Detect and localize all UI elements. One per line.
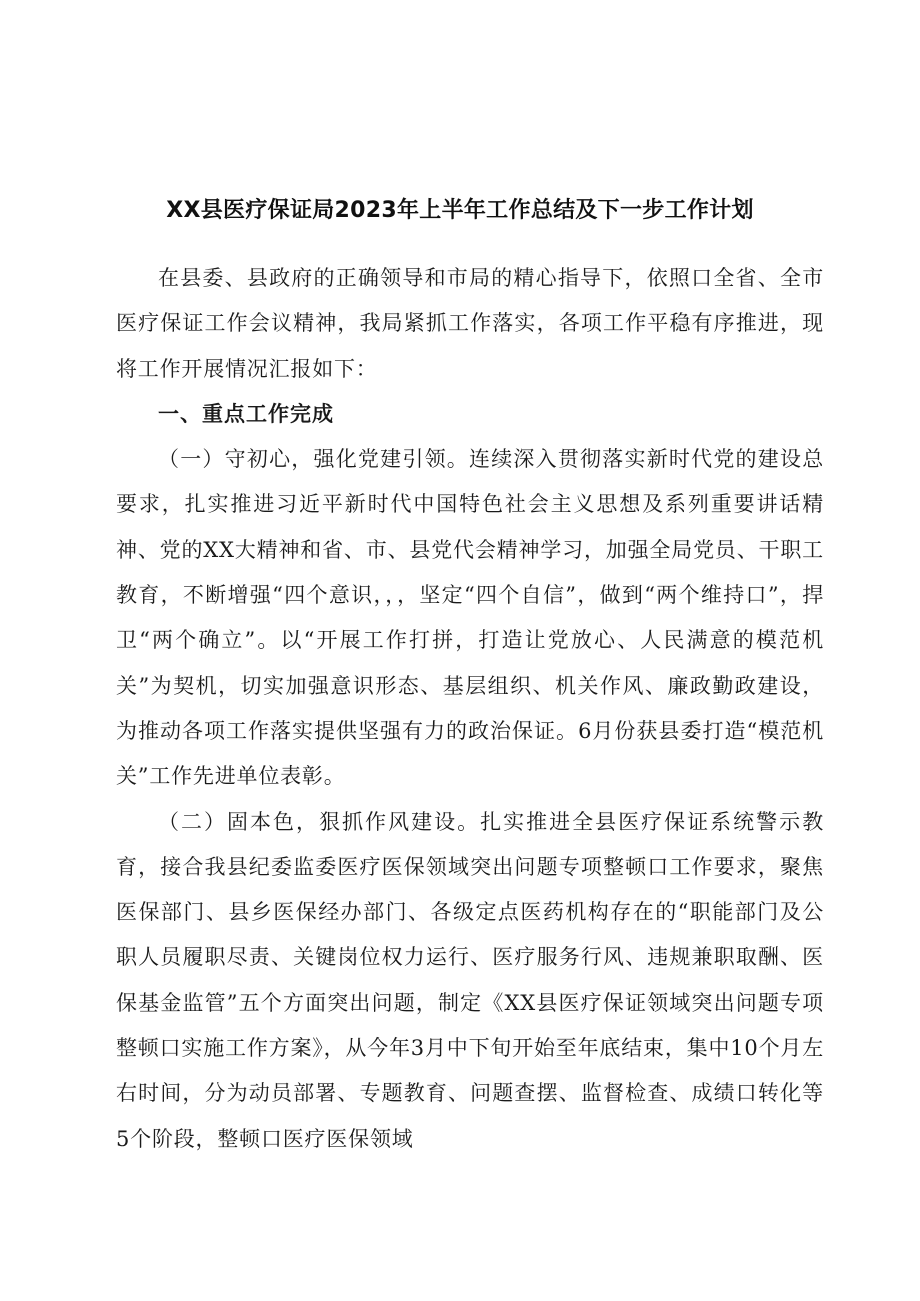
paragraph-party-building: （一）守初心，强化党建引领。连续深入贯彻落实新时代党的建设总要求，扎实推进习近平新时代中国特色社会主义思想及系列重要讲话精神、党的XX大精神和省、市、县党代会精神学习，加强全局党员、干职工教育，不断增强“四个意识，，，坚定“四个自信”，做到“两个维持口”，捍卫“两个确立”。以“开展工作打拼，打造让党放心、人民满意的模范机关”为契机，切实加强意识形态、基层组织、机关作风、廉政勤政建设，为推动各项工作落实提供坚强有力的政治保证。6月份获县委打造“模范机关”工作先进单位表彰。 <box>116 447 824 789</box>
intro-paragraph: 在县委、县政府的正确领导和市局的精心指导下，依照口全省、全市医疗保证工作会议精神，我局紧抓工作落实，各项工作平稳有序推进，现将工作开展情况汇报如下： <box>116 266 824 381</box>
document-title: XX县医疗保证局2023年上半年工作总结及下一步工作计划 <box>166 198 754 223</box>
paragraph-work-style: （二）固本色，狠抓作风建设。扎实推进全县医疗保证系统警示教育，接合我县纪委监委医疗医保领域突出问题专项整顿口工作要求，聚焦医保部门、县乡医保经办部门、各级定点医药机构存在的“职能部门及公职人员履职尽责、关键岗位权力运行、医疗服务行风、违规兼职取酬、医保基金监管”五个方面突出问题，制定《XX县医疗保证领域突出问题专项整顿口实施工作方案》，从今年3月中下旬开始至年底结束，集中10个月左右时间，分为动员部署、专题教育、问题查摆、监督检查、成绩口转化等5个阶段，整顿口医疗医保领域 <box>116 809 824 1151</box>
document-body <box>116 256 824 1162</box>
section-heading: 一、重点工作完成 <box>158 401 334 426</box>
